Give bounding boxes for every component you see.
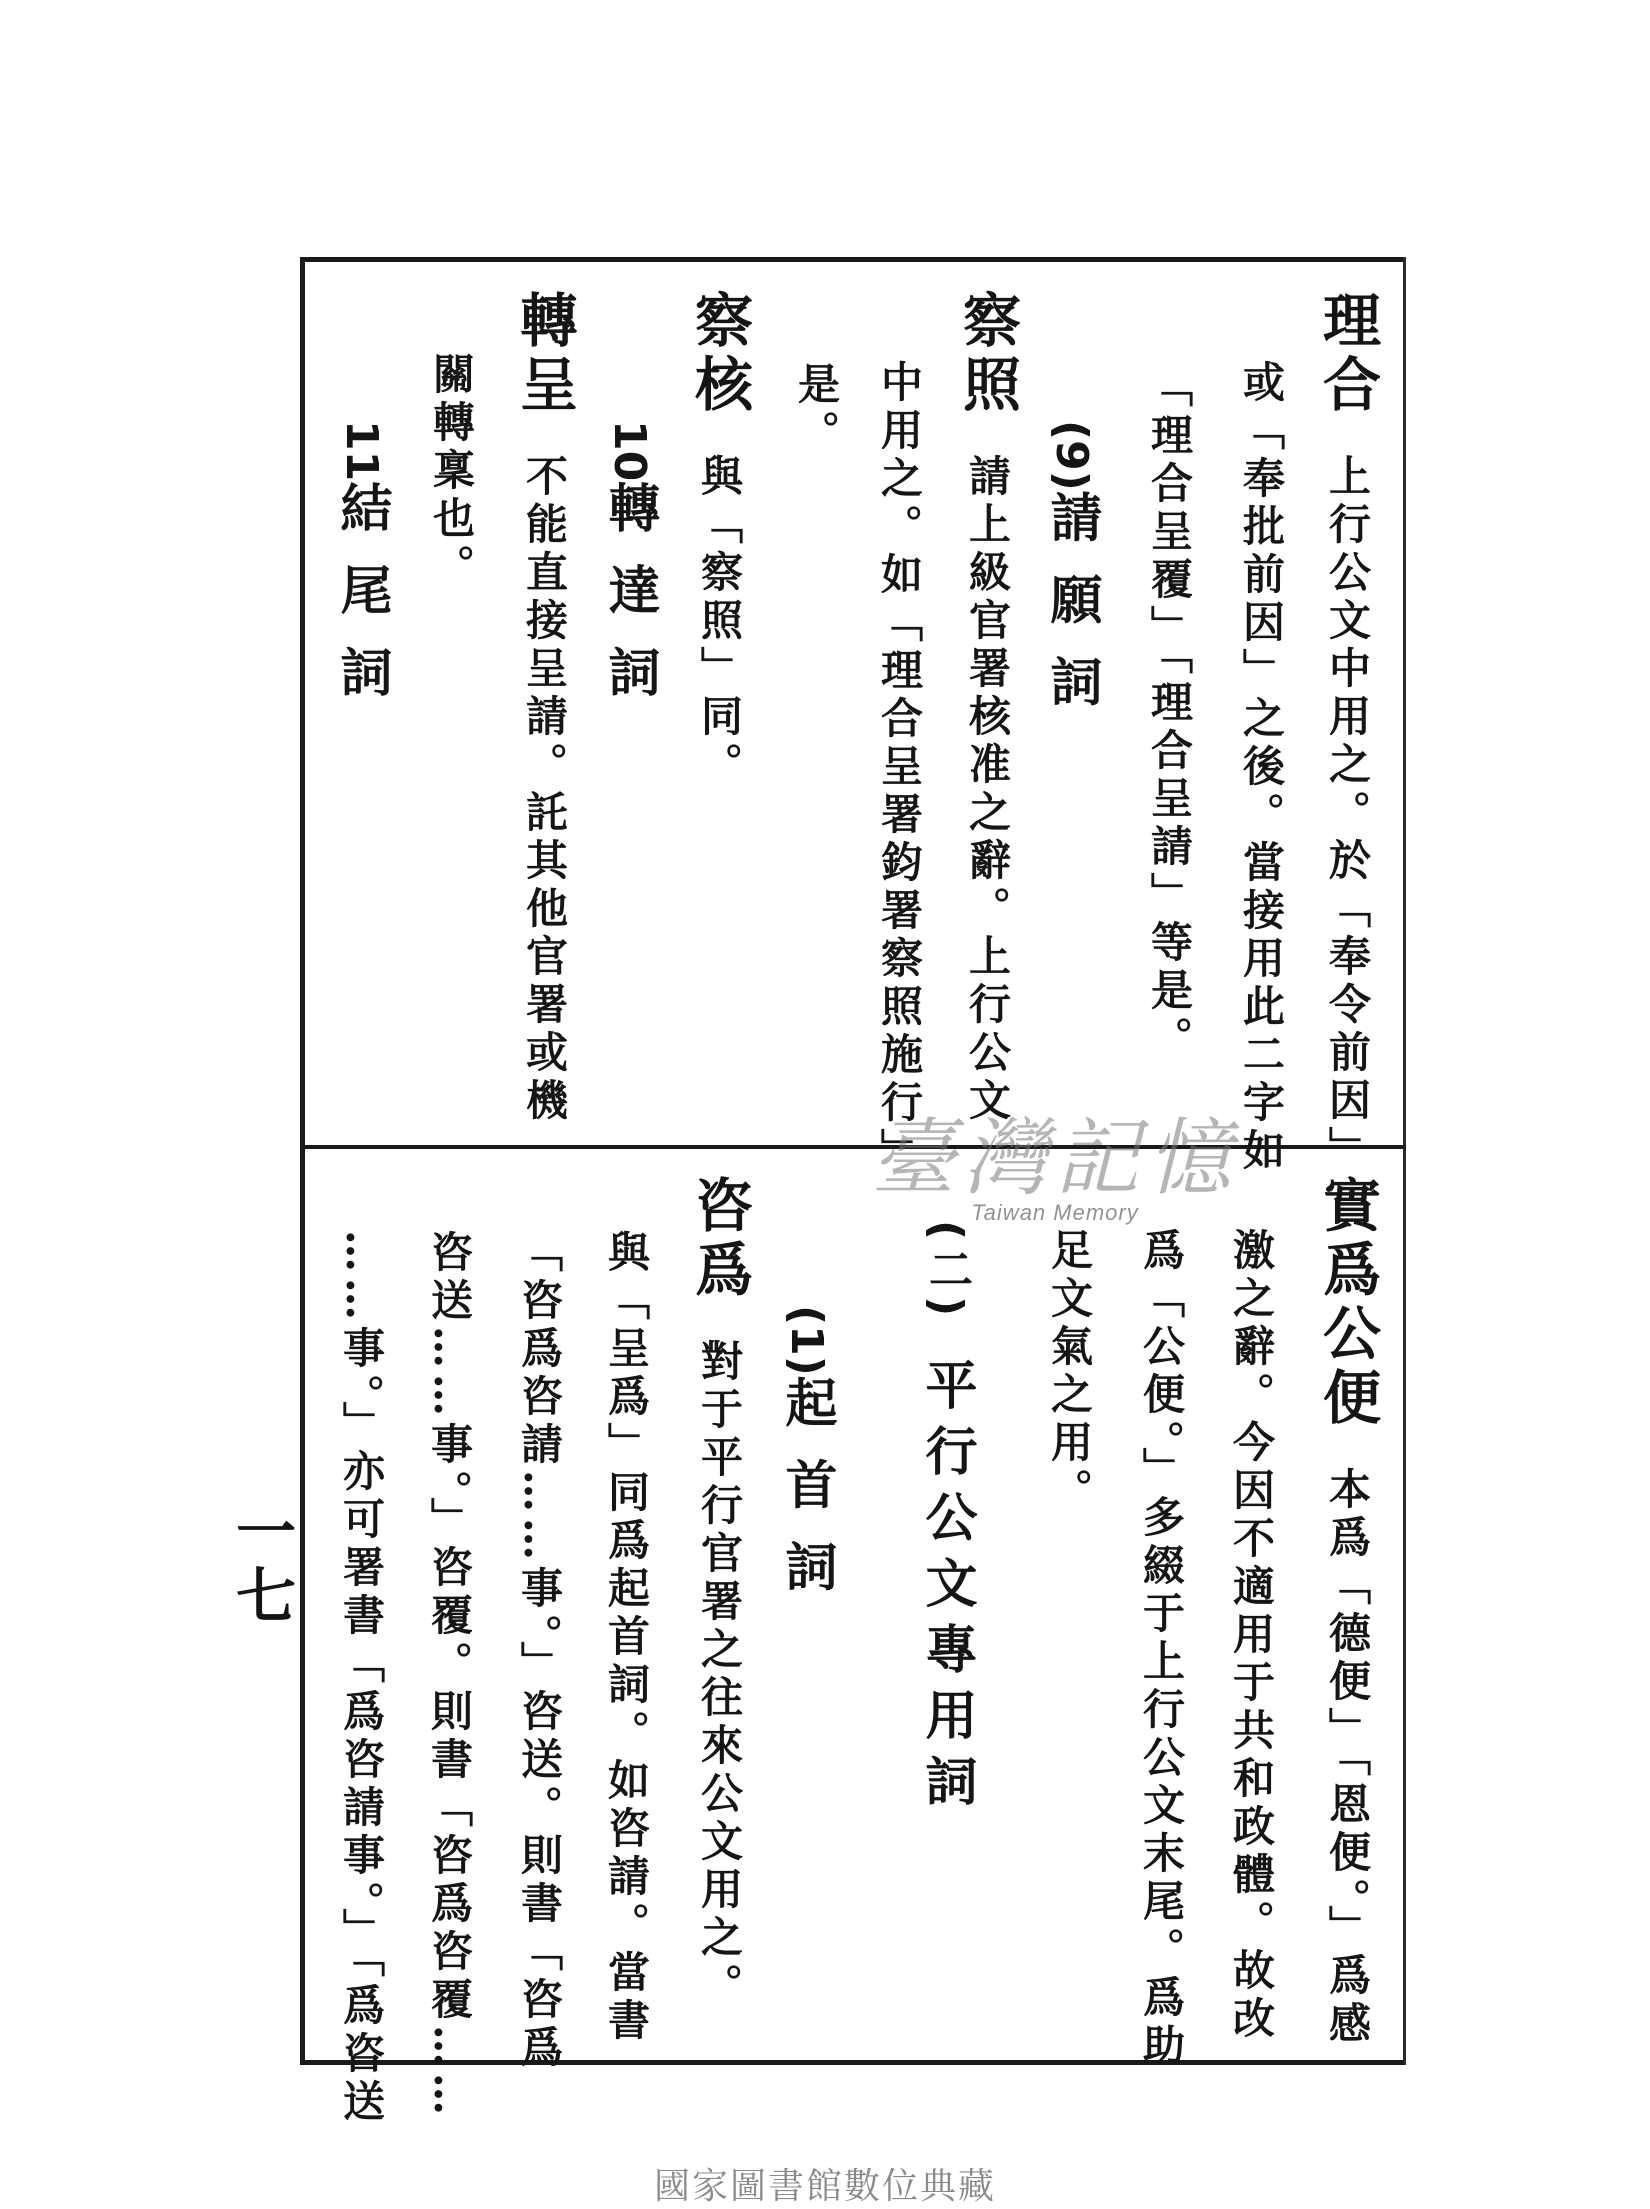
entry-zhuancheng-col2 [427,352,476,592]
heading-1 [776,1305,837,1622]
entry-text: 足文氣之用。 [1045,1228,1094,1516]
entry-text: 關轉稟也。 [427,352,476,592]
entry-text: ……事。」亦可署書「爲咨請事。」「爲咨送 [337,1230,386,2127]
page-number: 一七 [226,1500,296,1628]
taiwan-memory-watermark [820,1108,1290,1238]
heading-11 [331,420,392,728]
entry-shiwei-col1 [1313,1175,1381,2049]
entry-term: 察核 [685,290,753,418]
entry-text: 「咨爲咨請……事。」咨送。則書「咨爲 [515,1230,564,2073]
entry-text: 咨送……事。」咨覆。則書「咨爲咨覆…… [425,1230,474,2121]
entry-zhuancheng-col1 [510,290,578,1126]
entry-text: 與「呈爲」同爲起首詞。如咨請。當書 [602,1230,651,2046]
entry-ziwei-col4 [425,1230,474,2121]
section-title: 平行公文專用詞 [916,1358,977,1821]
entry-lihe-col3 [1145,365,1194,1064]
entry-text: 本爲「德便」「恩便。」爲感 [1323,1467,1372,2049]
entry-text: 請上級官署核准之辭。上行公文 [963,454,1012,1126]
entry-term: 實爲公便 [1313,1175,1381,1431]
entry-shiwei-col3 [1137,1228,1186,2071]
section-2-heading [916,1220,977,1821]
entry-text: 爲「公便。」多綴于上行公文末尾。爲助 [1137,1228,1186,2071]
entry-text: 上行公文中用之。於「奉令前因」 [1323,454,1372,1174]
footer-credit: 國家圖書館數位典藏 [653,2166,996,2207]
entry-text: 激之辭。今因不適用于共和政體。故改 [1227,1228,1276,2044]
heading-number: 11 [336,420,387,482]
frame-right-edge [1403,257,1406,2065]
entry-chahe [685,290,753,790]
watermark-main: 臺灣記憶 [870,1109,1239,1207]
heading-10 [599,420,660,728]
entry-text: 與「察照」同。 [695,454,744,790]
entry-text: 「理合呈覆」「理合呈請」等是。 [1145,365,1194,1064]
entry-ziwei-col3 [515,1230,564,2073]
entry-term: 咨爲 [685,1175,753,1303]
entry-lihe-col2 [1237,360,1286,1176]
entry-chazhao-col2 [875,360,924,1176]
entry-text: 不能直接呈請。託其他官署或機 [520,454,569,1126]
entry-lihe-col1 [1313,290,1381,1174]
section-number: (二) [921,1220,972,1323]
heading-9 [1041,420,1102,737]
entry-ziwei-col2 [602,1230,651,2046]
entry-shiwei-col2 [1227,1228,1276,2044]
entry-text: 或「奉批前因」之後。當接用此二字如 [1237,360,1286,1176]
entry-shiwei-col4 [1045,1228,1094,1516]
heading-title: 結尾詞 [331,481,392,728]
entry-term: 察照 [953,290,1021,418]
watermark-sub: Taiwan Memory [971,1200,1139,1225]
entry-term: 理合 [1313,290,1381,418]
entry-ziwei-col5 [337,1230,386,2127]
entry-ziwei-col1 [685,1175,753,2011]
entry-text: 中用之。如「理合呈署鈞署察照施行」 [875,360,924,1176]
heading-title: 起首詞 [776,1375,837,1622]
heading-number: (1) [781,1305,832,1376]
entry-chazhao-col1 [953,290,1021,1126]
entry-term: 轉呈 [510,290,578,418]
heading-title: 請願詞 [1041,490,1102,737]
entry-text: 是。 [792,362,841,458]
heading-number: (9) [1046,420,1097,491]
entry-text: 對于平行官署之往來公文用之。 [695,1339,744,2011]
heading-title: 轉達詞 [599,481,660,728]
entry-chazhao-col3 [792,362,841,458]
heading-number: 10 [604,420,655,482]
